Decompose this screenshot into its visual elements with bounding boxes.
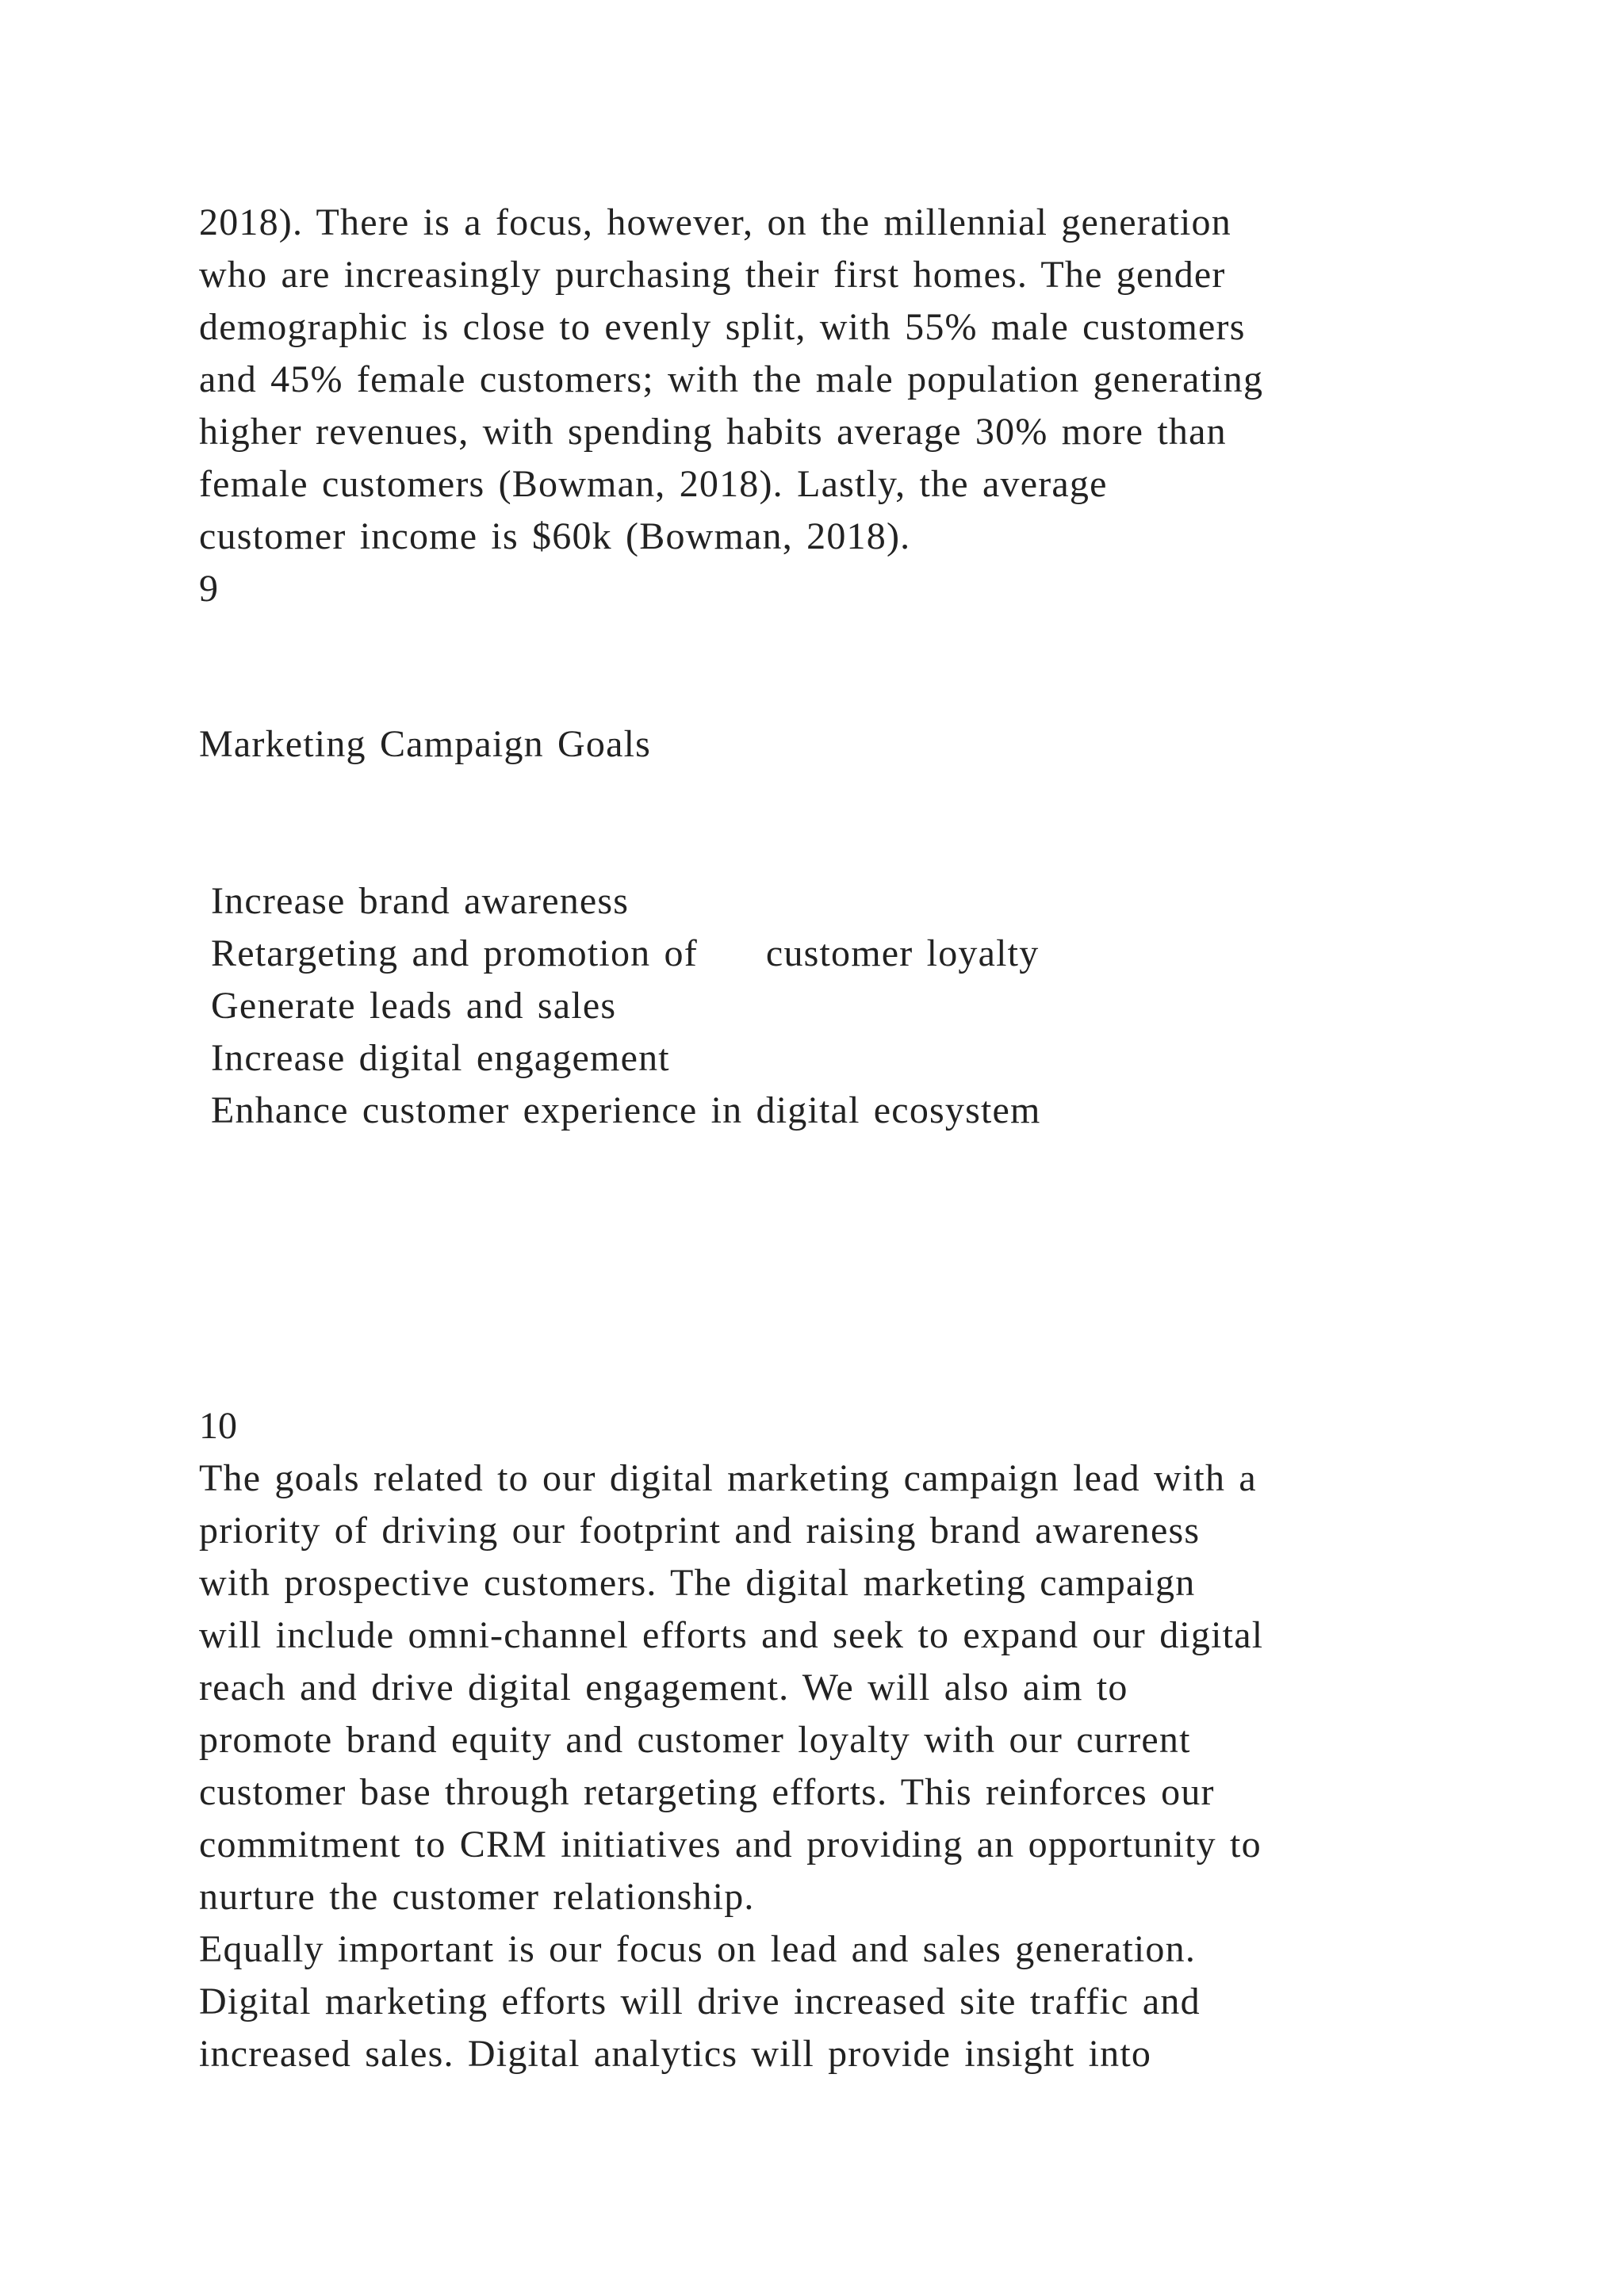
body-text-line: promote brand equity and customer loyalty with our current	[199, 1719, 1191, 1761]
body-text-line: will include omni-channel efforts and seek to expand our digital	[199, 1614, 1264, 1656]
body-text-line: priority of driving our footprint and raising brand awareness	[199, 1510, 1201, 1552]
body-text-line: The goals related to our digital marketing campaign lead with a	[199, 1457, 1257, 1499]
section-title: Marketing Campaign Goals	[199, 723, 652, 765]
body-text-line: customer base through retargeting efforts. This reinforces our	[199, 1771, 1215, 1813]
body-text-line: and 45% female customers; with the male population generating	[199, 358, 1264, 400]
body-text-line: 2018). There is a focus, however, on the millennial generation	[199, 201, 1231, 243]
body-text-line: Equally important is our focus on lead and sales generation.	[199, 1928, 1197, 1970]
goal-item: Retargeting and promotion of customer loyalty	[211, 932, 1040, 974]
goal-item: Increase digital engagement	[211, 1037, 670, 1079]
body-text-line: female customers (Bowman, 2018). Lastly, the average	[199, 463, 1108, 505]
body-text-line: Digital marketing efforts will drive increased site traffic and	[199, 1980, 1201, 2022]
body-text-line: nurture the customer relationship.	[199, 1876, 755, 1918]
body-text-line: increased sales. Digital analytics will provide insight into	[199, 2033, 1152, 2075]
page-number: 10	[199, 1405, 237, 1447]
body-text-line: with prospective customers. The digital marketing campaign	[199, 1562, 1196, 1604]
goal-item: Generate leads and sales	[211, 985, 617, 1027]
body-text-line: reach and drive digital engagement. We will also aim to	[199, 1667, 1128, 1709]
body-text-line: demographic is close to evenly split, with 55% male customers	[199, 306, 1246, 348]
goal-item: Enhance customer experience in digital ecosystem	[211, 1089, 1041, 1131]
body-text-line: customer income is $60k (Bowman, 2018).	[199, 515, 911, 557]
page-number: 9	[199, 568, 218, 610]
goal-item: Increase brand awareness	[211, 880, 630, 922]
body-text-line: commitment to CRM initiatives and providing an opportunity to	[199, 1823, 1262, 1866]
body-text-line: who are increasingly purchasing their first homes. The gender	[199, 254, 1226, 296]
body-text-line: higher revenues, with spending habits average 30% more than	[199, 411, 1227, 453]
